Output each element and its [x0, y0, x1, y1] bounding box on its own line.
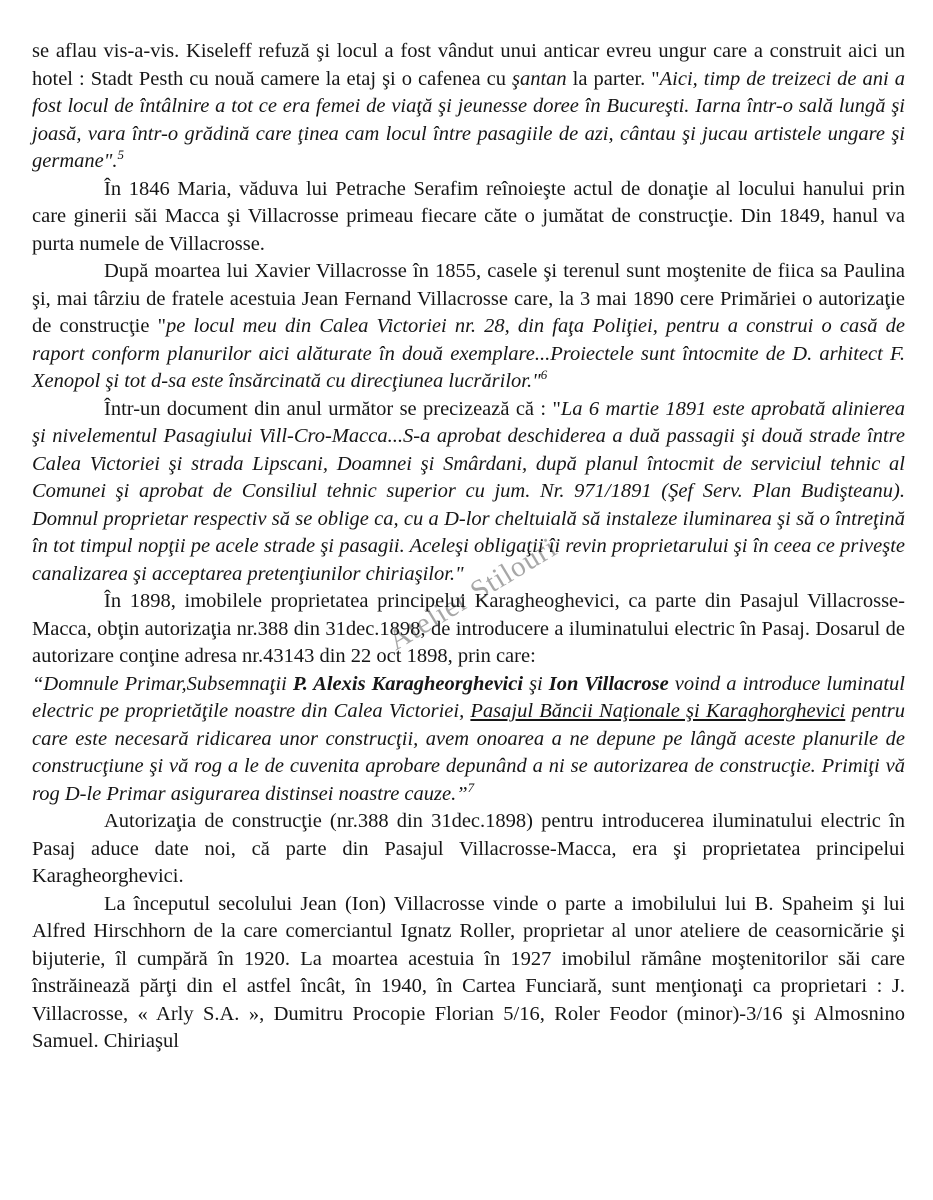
- text-run: “Domnule Primar,Subsemnaţii: [32, 672, 293, 695]
- text-run: P. Alexis Karagheorghevici: [292, 672, 524, 695]
- text-run: Într-un document din anul următor se precizează că : ": [104, 397, 561, 420]
- text-run: În 1846 Maria, văduva lui Petrache Serafim reînoieşte actul de donaţie al locului hanului prin care ginerii săi Macca şi Villacrosse primeau fiecare căte o jumătat de construcţie. Din 1849, hanul va purta numele de Villacrosse.: [32, 177, 905, 255]
- text-run: Ion Villacrose: [548, 672, 669, 695]
- paragraph: [32, 176, 905, 259]
- text-run: şantan: [511, 67, 567, 90]
- text-run: În 1898, imobilele proprietatea principelui Karagheoghevici, ca parte din Pasajul Villacrosse-Macca, obţin autorizaţia nr.388 din 31dec.1898, de introducere a iluminatului electric în Pasaj. Dosarul de autorizare conţine adresa nr.43143 din 22 oct 1898, prin care:: [32, 590, 905, 667]
- footnote-marker: 7: [467, 779, 475, 795]
- text-run: voind a introduce luminatul electric pe proprietăţile noastre din Calea Victoriei,: [32, 672, 905, 722]
- paragraph: [32, 891, 905, 1056]
- paragraph: [32, 38, 905, 176]
- text-run: La 6 martie 1891 este aprobată alinierea şi nivelementul Pasagiului Vill-Cro-Macca...S-a aprobat deschiderea a duă passagii şi două strade între Calea Victoriei şi strada Lipscani, Doamnei şi Smârdani, după planul întocmit de serviciul tehnic al Comunei şi aprobat de Consiliul tehnic superior cu jum. Nr. 971/1891 (Şef Serv. Plan Budişteanu). Domnul proprietar respectiv să se oblige ca, cu a D-lor cheltuială să instaleze iluminarea şi să o întreţină în tot timpul nopţii pe acele strade şi pasagii. Aceleşi obligaţii îi revin proprietarului şi în ceea ce priveşte canalizarea şi acceptarea pretenţiunilor chiriaşilor.": [32, 397, 905, 585]
- text-run: După moartea lui Xavier Villacrosse în 1855, casele şi terenul sunt moştenite de fiica sa Paulina şi, mai târziu de fratele acestuia Jean Fernand Villacrosse care, la 3 mai 1890 cere Primăriei o autorizaţie de construcţie ": [32, 260, 905, 337]
- text-run: Autorizaţia de construcţie (nr.388 din 31dec.1898) pentru introducerea iluminatului electric în Pasaj aduce date noi, că parte din Pasajul Villacrosse-Macca, era şi proprietatea principelui Karagheorghevici.: [32, 810, 905, 887]
- text-run: La începutul secolului Jean (Ion) Villacrosse vinde o parte a imobilului lui B. Spaheim şi lui Alfred Hirschhorn de la care comerciantul Ignatz Roller, proprietar al unor ateliere de ceasornicărie şi bijuterie, îl cumpără în 1920. La moartea acestuia în 1927 imobilul rămâne moştenitorilor săi care înstrăinează părţi din el astfel încât, în 1940, în Cartea Funciară, sunt menţionaţi ca proprietari : J. Villacrosse, « Arly S.A. », Dumitru Procopie Florian 5/16, Roler Feodor (minor)-3/16 şi Almosnino Samuel. Chiriaşul: [32, 892, 905, 1052]
- paragraph: [32, 671, 905, 809]
- paragraph: [32, 396, 905, 589]
- text-run: şi: [523, 672, 549, 695]
- text-run: se aflau vis-a-vis. Kiseleff refuză şi locul a fost vândut unui anticar evreu ungur care a construit aici un hotel : Stadt Pesth cu nouă camere la etaj şi o cafenea cu: [32, 40, 905, 90]
- text-run: Aici, timp de treizeci de ani a fost locul de întâlnire a tot ce era femei de viaţă şi jeunesse doree în Bucureşti. Iarna într-o sală lungă şi joasă, vara într-o grădină care ţinea cam locul între pasagiile de azi, cântau şi jucau artistele ungare şi germane".: [32, 67, 906, 172]
- text-run: Pasajul Băncii Naţionale şi Karaghorghevici: [470, 700, 846, 722]
- document-body: [32, 38, 905, 1056]
- text-run: pentru care este necesară ridicarea unor construcţii, avem onoarea a ne depune pe lângă aceste planurile de construcţiune şi vă rog a le de cuvenita aprobare depunând a ni se autorizarea de construcţie. Primiţi vă rog D-le Primar asigurarea distinsei noastre cauze.”: [32, 700, 905, 805]
- footnote-marker: 5: [117, 147, 124, 163]
- text-run: la parter. ": [566, 67, 660, 90]
- paragraph: [32, 808, 905, 891]
- watermark: Atelier Stilouri: [382, 531, 563, 657]
- text-run: pe locul meu din Calea Victoriei nr. 28, din faţa Poliţiei, pentru a construi o casă de raport conform planurilor aici alăturate în două exemplare...Proiectele sunt întocmite de D. arhitect F. Xenopol şi tot d-sa este însărcinată cu direcţiunea lucrărilor.": [32, 315, 905, 392]
- paragraph: [32, 588, 905, 671]
- paragraph: [32, 258, 905, 396]
- footnote-marker: 6: [540, 367, 548, 383]
